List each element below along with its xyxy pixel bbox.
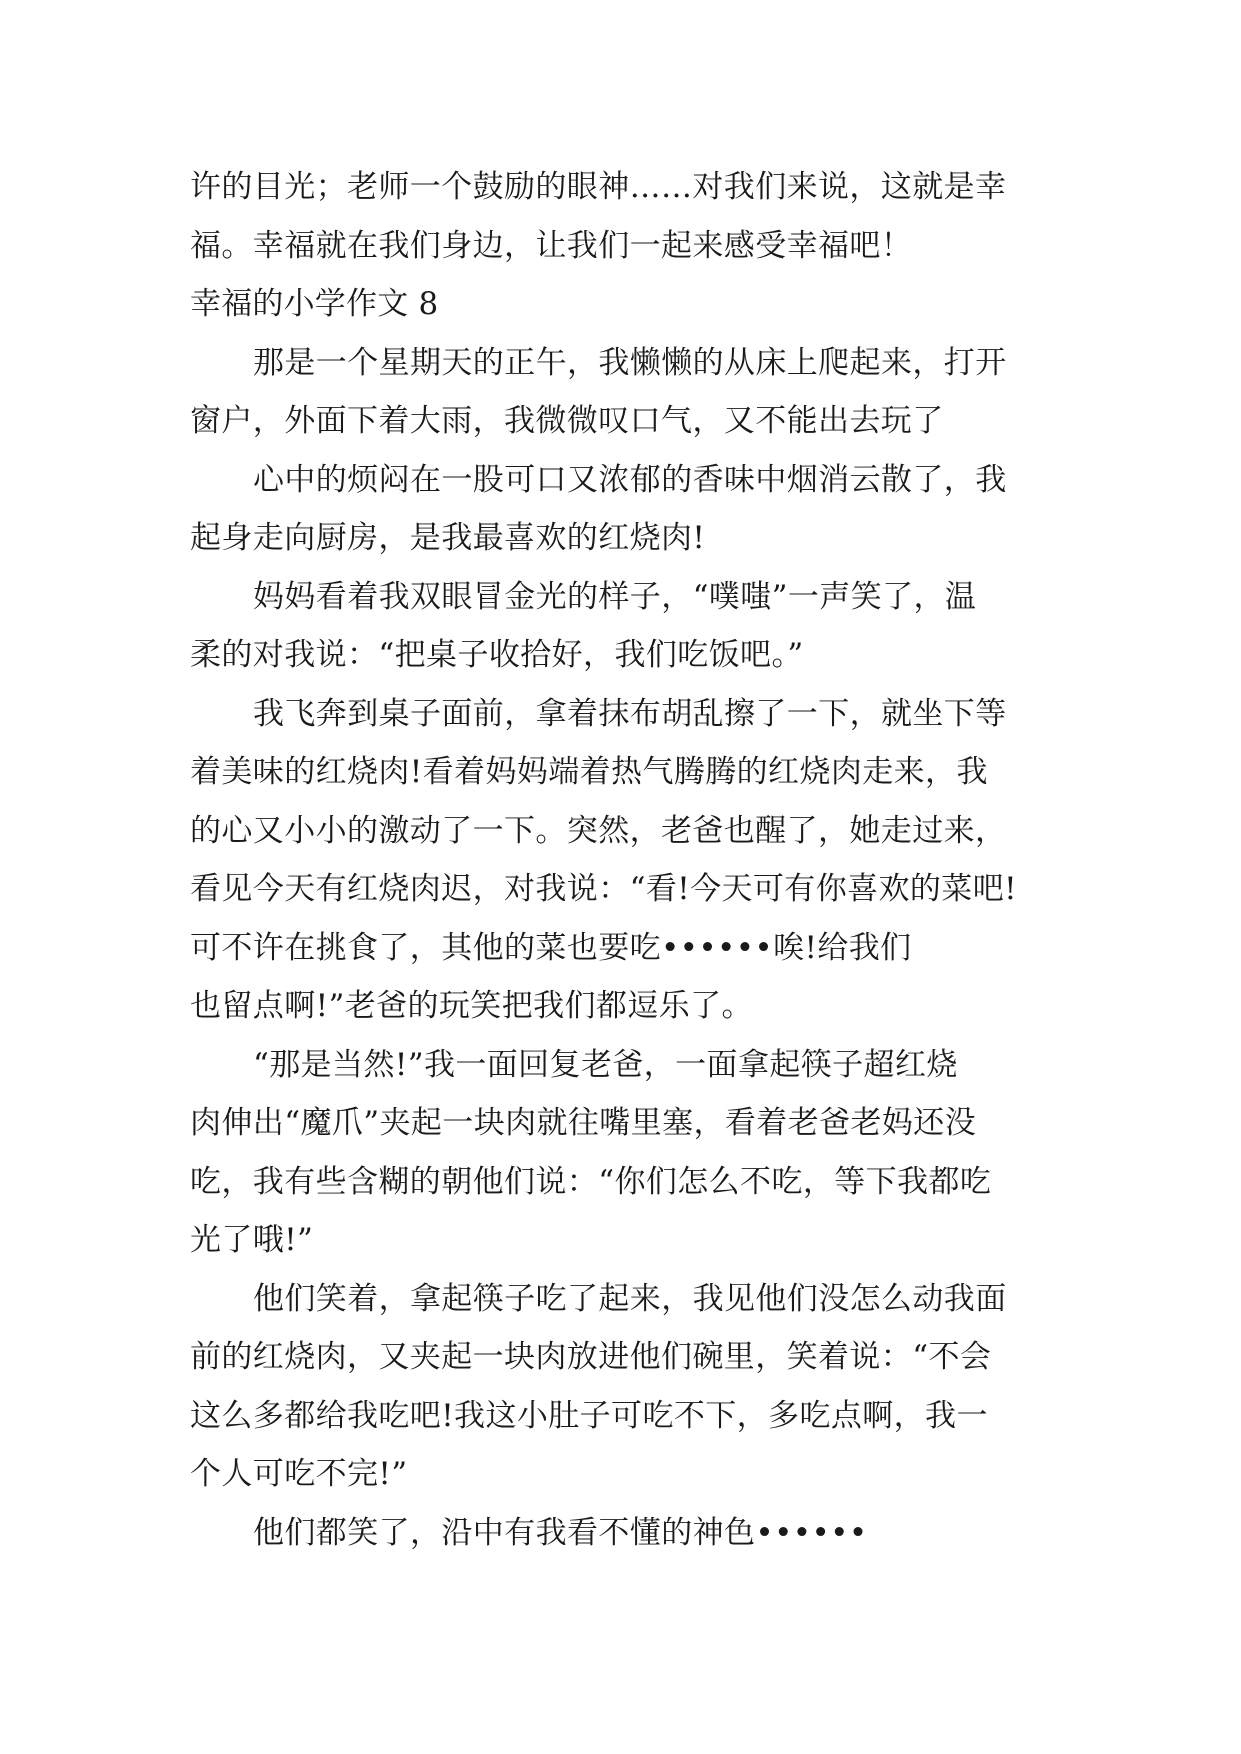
article-heading: 幸福的小学作文 8 xyxy=(190,286,439,322)
text-line: 起身走向厨房，是我最喜欢的红烧肉! xyxy=(190,520,706,556)
paragraph xyxy=(190,568,1050,685)
paragraph xyxy=(190,334,1050,451)
text-line: 许的目光；老师一个鼓励的眼神……对我们来说，这就是幸 xyxy=(190,169,1007,205)
text-line: 这么多都给我吃吧!我这小肚子可吃不下，多吃点啊，我一 xyxy=(190,1397,988,1434)
paragraph xyxy=(190,685,1050,1036)
text-line: 着美味的红烧肉!看着妈妈端着热气腾腾的红烧肉走来，我 xyxy=(190,754,988,790)
paragraph xyxy=(190,1270,1050,1504)
text-line: 他们都笑了，沿中有我看不懂的神色•••••• xyxy=(253,1514,868,1551)
text-line: 的心又小小的激动了一下。突然，老爸也醒了，她走过来， xyxy=(190,812,1007,849)
text-line: 个人可吃不完!” xyxy=(190,1456,408,1492)
paragraph xyxy=(190,451,1050,568)
article-body xyxy=(190,158,1050,1562)
text-line: 可不许在挑食了，其他的菜也要吃••••••唉!给我们 xyxy=(190,929,912,966)
paragraph xyxy=(190,1504,1050,1563)
text-line: 那是一个星期天的正午，我懒懒的从床上爬起来，打开 xyxy=(253,344,1007,381)
text-line: 光了哦!” xyxy=(190,1222,314,1258)
paragraph xyxy=(190,1036,1050,1270)
text-line: 前的红烧肉，又夹起一块肉放进他们碗里，笑着说：“不会 xyxy=(190,1339,992,1375)
text-line: 肉伸出“魔爪”夹起一块肉就往嘴里塞，看着老爸老妈还没 xyxy=(190,1105,977,1141)
text-line: “那是当然!”我一面回复老爸，一面拿起筷子超红烧 xyxy=(253,1046,958,1083)
text-line: 看见今天有红烧肉迟，对我说：“看!今天可有你喜欢的菜吧! xyxy=(190,871,1017,907)
text-line: 他们笑着，拿起筷子吃了起来，我见他们没怎么动我面 xyxy=(253,1280,1007,1317)
text-line: 也留点啊!”老爸的玩笑把我们都逗乐了。 xyxy=(190,988,753,1024)
text-line: 妈妈看着我双眼冒金光的样子，“噗嗤”一声笑了，温 xyxy=(253,578,977,615)
text-line: 心中的烦闷在一股可口又浓郁的香味中烟消云散了，我 xyxy=(253,461,1007,498)
text-line: 柔的对我说：“把桌子收拾好，我们吃饭吧。” xyxy=(190,637,804,673)
text-line: 吃，我有些含糊的朝他们说：“你们怎么不吃，等下我都吃 xyxy=(190,1163,992,1200)
text-line: 我飞奔到桌子面前，拿着抹布胡乱擦了一下，就坐下等 xyxy=(253,695,1007,732)
text-line: 福。幸福就在我们身边，让我们一起来感受幸福吧！ xyxy=(190,227,913,264)
text-line: 窗户，外面下着大雨，我微微叹口气，又不能出去玩了 xyxy=(190,403,944,439)
